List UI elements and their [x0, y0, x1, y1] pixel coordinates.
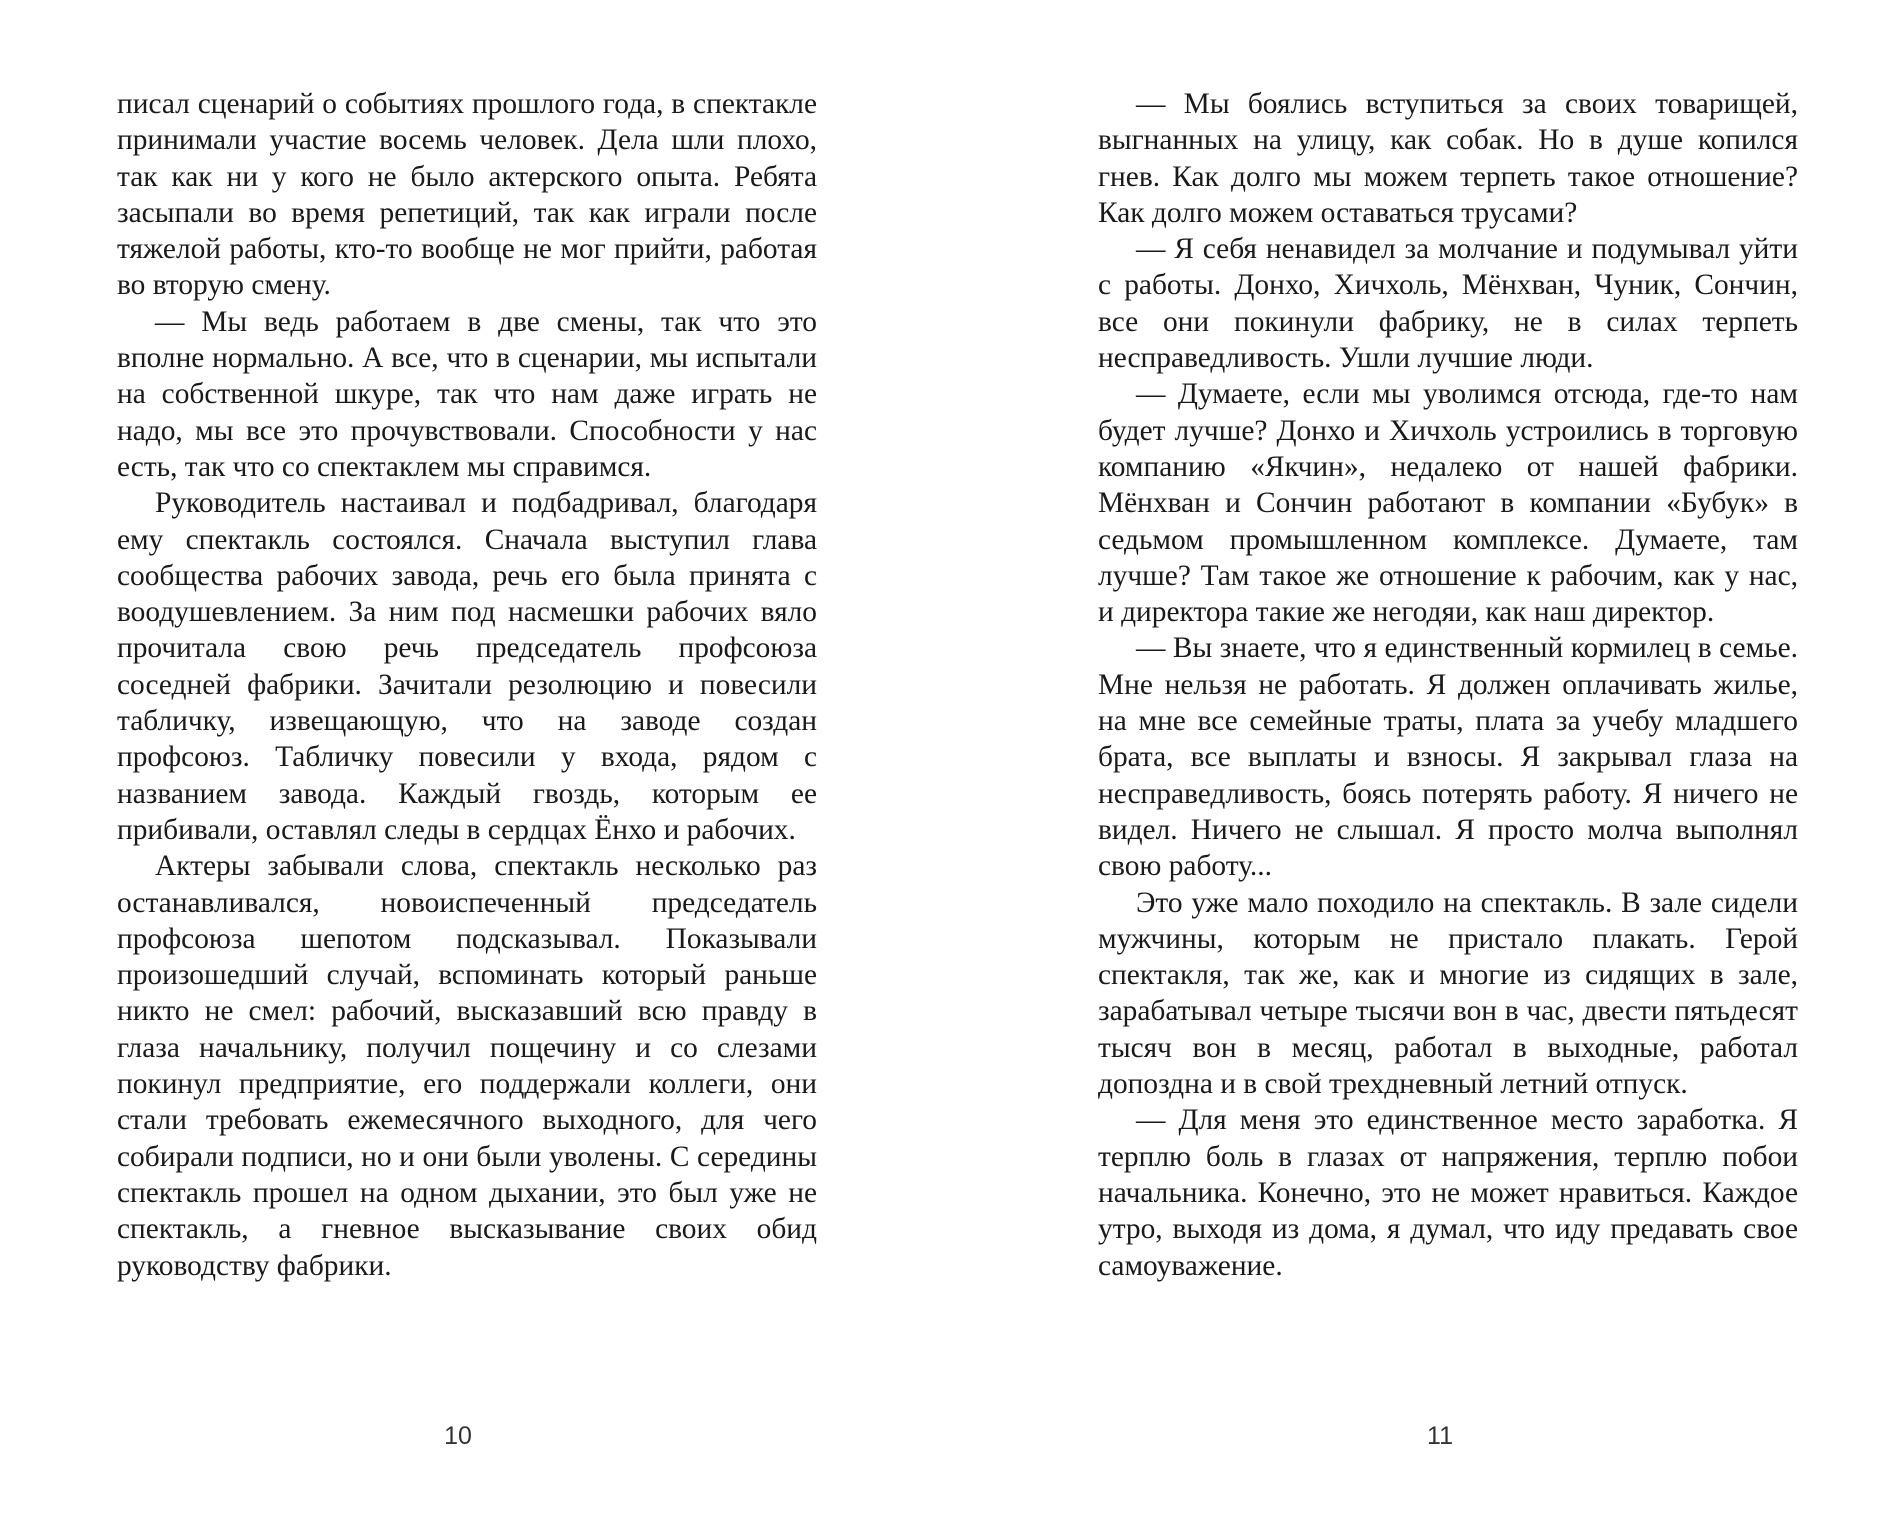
left-page — [117, 86, 817, 1284]
page-number-right: 11 — [1427, 1422, 1453, 1450]
paragraph: — Думаете, если мы уволимся отсюда, где-то нам будет лучше? Донхо и Хичхоль устроились в торговую компанию «Якчин», недалеко от нашей фабрики. Мёнхван и Сончин работают в компании «Бубук» в седьмом промышленном комплексе. Думаете, там лучше? Там такое же отношение к рабочим, как у нас, и директора такие же негодяи, как наш директор. — [1098, 378, 1798, 629]
paragraph: Руководитель настаивал и подбадривал, благодаря ему спектакль состоялся. Сначала выступил глава сообщества рабочих завода, речь его была принята с воодушевлением. За ним под насмешки рабочих вяло прочитала свою речь председатель профсоюза соседней фабрики. Зачитали резолюцию и повесили табличку, извещающую, что на заводе создан профсоюз. Табличку повесили у входа, рядом с названием завода. Каждый гвоздь, которым ее прибивали, оставлял следы в сердцах Ёнхо и рабочих. — [117, 487, 817, 846]
paragraph: — Мы ведь работаем в две смены, так что это вполне нормально. А все, что в сценарии, мы испытали на собственной шкуре, так что нам даже играть не надо, мы все это прочувствовали. Способности у нас есть, так что со спектаклем мы справимся. — [117, 305, 817, 483]
page-number-left: 10 — [444, 1422, 472, 1450]
paragraph: Это уже мало походило на спектакль. В зале сидели мужчины, которым не пристало плакать. Герой спектакля, так же, как и многие из сидящих в зале, зарабатывал четыре тысячи вон в час, двести пятьдесят тысяч вон в месяц, работал в выходные, работал допоздна и в свой трехдневный летний отпуск. — [1098, 886, 1798, 1101]
paragraph: — Для меня это единственное место заработка. Я терплю боль в глазах от напряжения, терплю побои начальника. Конечно, это не может нравиться. Каждое утро, выходя из дома, я думал, что иду предавать свое самоуважение. — [1098, 1104, 1798, 1282]
paragraph: — Вы знаете, что я единственный кормилец в семье. Мне нельзя не работать. Я должен оплачивать жилье, на мне все семейные траты, плата за учебу младшего брата, все выплаты и взносы. Я закрывал глаза на несправедливость, боясь потерять работу. Я ничего не видел. Ничего не слышал. Я просто молча выполнял свою работу... — [1098, 632, 1798, 883]
right-page — [1098, 86, 1798, 1284]
paragraph: писал сценарий о событиях прошлого года, в спектакле принимали участие восемь человек. Дела шли плохо, так как ни у кого не было актерского опыта. Ребята засыпали во время репетиций, так как играли после тяжелой работы, кто-то вообще не мог прийти, работая во вторую смену. — [117, 88, 817, 302]
paragraph: Актеры забывали слова, спектакль несколько раз останавливался, новоиспеченный председатель профсоюза шепотом подсказывал. Показывали произошедший случай, вспоминать который раньше никто не смел: рабочий, высказавший всю правду в глаза начальнику, получил пощечину и со слезами покинул предприятие, его поддержали коллеги, они стали требовать ежемесячного выходного, для чего собирали подписи, но и они были уволены. С середины спектакль прошел на одном дыхании, это был уже не спектакль, а гневное высказывание своих обид руководству фабрики. — [117, 850, 817, 1282]
paragraph: — Я себя ненавидел за молчание и подумывал уйти с работы. Донхо, Хичхоль, Мёнхван, Чуник, Сончин, все они покинули фабрику, не в силах терпеть несправедливость. Ушли лучшие люди. — [1098, 233, 1798, 375]
paragraph: — Мы боялись вступиться за своих товарищей, выгнанных на улицу, как собак. Но в душе копился гнев. Как долго мы можем терпеть такое отношение? Как долго можем оставаться трусами? — [1098, 88, 1798, 229]
